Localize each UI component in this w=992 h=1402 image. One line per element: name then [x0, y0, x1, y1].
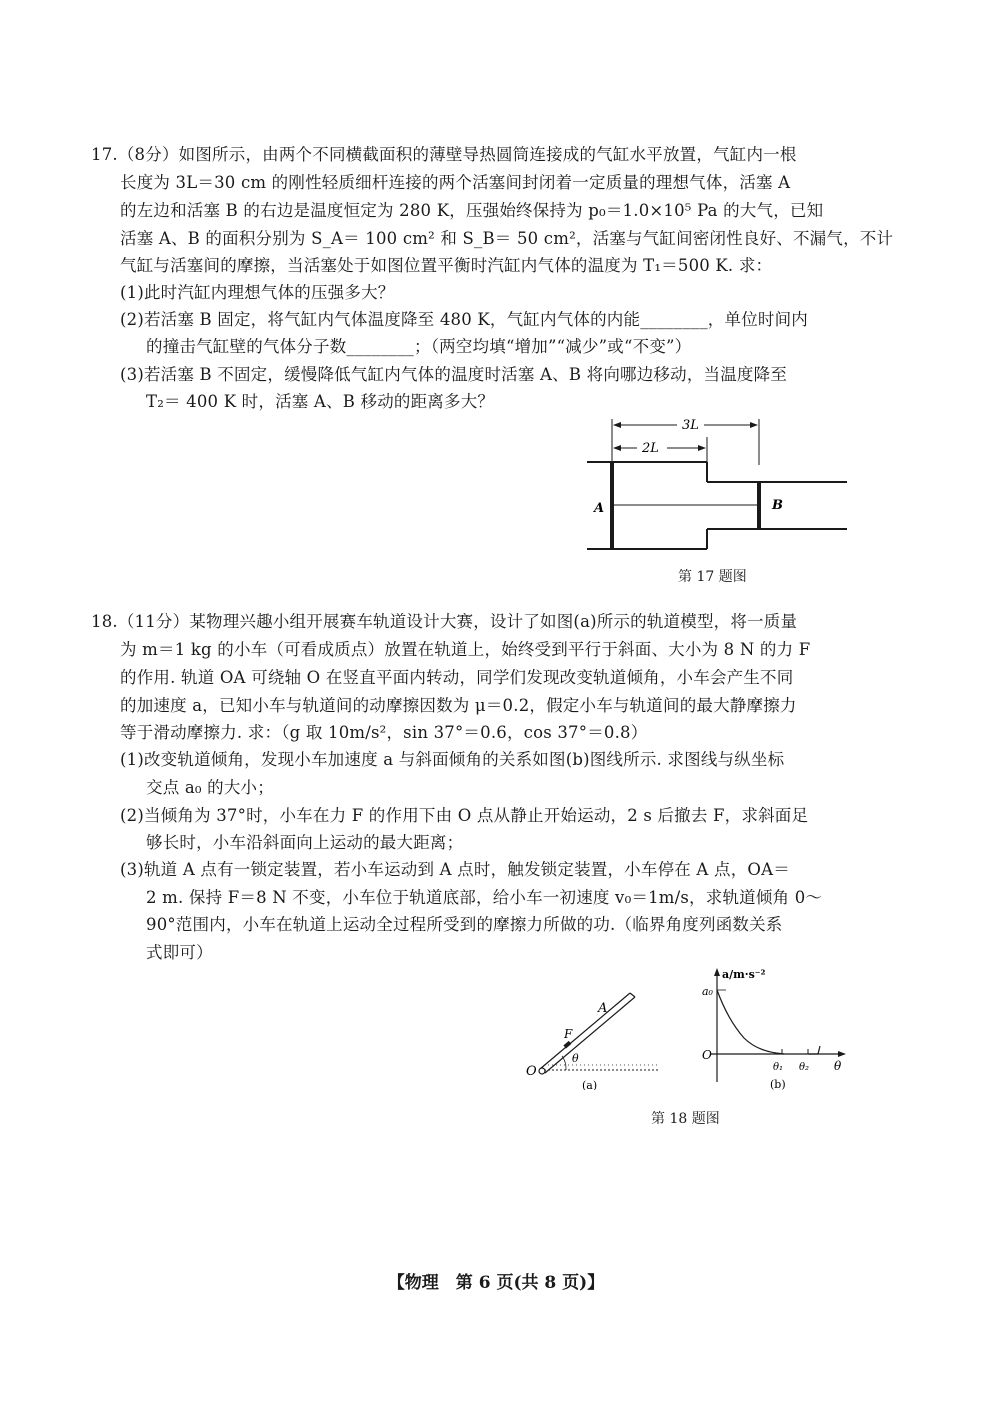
- q17-line-4: 活塞 A、B 的面积分别为 S_A＝ 100 cm² 和 S_B＝ 50 cm²，活塞与气缸间密闭性良好、不漏气，不计: [120, 229, 894, 248]
- q17-sub-2b: 的撞击气缸壁的气体分子数________；（两空均填“增加”“减少”或“不变”）: [146, 337, 692, 356]
- q18-line-3: 的作用. 轨道 OA 可绕轴 O 在竖直平面内转动，同学们发现改变轨道倾角，小车会产生不同: [120, 668, 794, 687]
- q17-cylinder-figure: [582, 415, 852, 555]
- q17-sub-3b: T₂＝ 400 K 时，活塞 A、B 移动的距离多大？: [146, 392, 495, 411]
- label-f: F: [564, 1027, 573, 1041]
- page-footer: 【物理 第 6 页(共 8 页)】: [387, 1273, 605, 1293]
- q18-sub-1a: (1)改变轨道倾角，发现小车加速度 a 与斜面倾角的关系如图(b)图线所示. 求图线与纵坐标: [120, 750, 785, 769]
- accel-curve: [717, 990, 784, 1054]
- q18-line-5: 等于滑动摩擦力. 求：（g 取 10m/s²，sin 37°＝0.6，cos 37°＝0.8）: [120, 723, 648, 742]
- q18-sub-1b: 交点 a₀ 的大小；: [146, 778, 274, 797]
- q18-sub-3d: 式即可）: [146, 943, 213, 962]
- q18-line-2: 为 m＝1 kg 的小车（可看成质点）放置在轨道上，始终受到平行于斜面、大小为 8 N 的力 F: [120, 640, 811, 659]
- q18-sub-3c: 90°范围内，小车在轨道上运动全过程所受到的摩擦力所做的功.（临界角度列函数关系: [146, 915, 783, 934]
- q17-line-3: 的左边和活塞 B 的右边是温度恒定为 280 K，压强始终保持为 p₀＝1.0×10⁵ Pa 的大气，已知: [120, 201, 824, 220]
- label-A: A: [594, 501, 605, 516]
- label-B: B: [772, 498, 783, 513]
- q18-track-figure: [522, 990, 662, 1090]
- label-a-end: A: [598, 1001, 608, 1016]
- label-sub-b: (b): [770, 1078, 786, 1090]
- q17-sub-2a: (2)若活塞 B 固定，将气缸内气体温度降至 480 K，气缸内气体的内能________，单位时间内: [120, 310, 808, 329]
- q18-caption: 第 18 题图: [651, 1111, 720, 1127]
- label-3L: 3L: [682, 418, 699, 433]
- cart: [563, 1041, 571, 1049]
- q17-line-2: 长度为 3L＝30 cm 的刚性轻质细杆连接的两个活塞间封闭着一定质量的理想气体，活塞 A: [120, 173, 791, 192]
- axis-o: [539, 1068, 545, 1074]
- q18-graph-figure: [694, 962, 854, 1090]
- q18-line-1: 18.（11分）某物理兴趣小组开展赛车轨道设计大赛，设计了如图(a)所示的轨道模型，将一质量: [91, 612, 798, 631]
- q17-line-1: 17.（8分）如图所示，由两个不同横截面积的薄壁导热圆筒连接成的气缸水平放置，气缸内一根: [91, 145, 797, 164]
- q17-sub-1: (1)此时汽缸内理想气体的压强多大？: [120, 283, 395, 302]
- label-theta1: θ₁: [773, 1062, 784, 1073]
- q18-line-4: 的加速度 a，已知小车与轨道间的动摩擦因数为 μ＝0.2，假定小车与轨道间的最大静摩擦力: [120, 696, 797, 715]
- piston-b: [757, 482, 761, 529]
- label-theta2: θ₂: [799, 1062, 810, 1073]
- q18-sub-3b: 2 m. 保持 F＝8 N 不变，小车位于轨道底部，给小车一初速度 v₀＝1m/s，求轨道倾角 0～: [146, 888, 823, 907]
- q18-sub-2a: (2)当倾角为 37°时，小车在力 F 的作用下由 O 点从静止开始运动，2 s 后撤去 F，求斜面足: [120, 806, 809, 825]
- q17-sub-3a: (3)若活塞 B 不固定，缓慢降低气缸内气体的温度时活塞 A、B 将向哪边移动，当温度降至: [120, 365, 788, 384]
- label-o-b: O: [702, 1048, 712, 1062]
- q17-line-5: 气缸与活塞间的摩擦，当活塞处于如图位置平衡时汽缸内气体的温度为 T₁＝500 K. 求：: [120, 256, 773, 275]
- label-o: O: [526, 1064, 537, 1079]
- piston-a: [610, 462, 614, 549]
- q17-caption: 第 17 题图: [678, 569, 747, 585]
- q18-sub-3a: (3)轨道 A 点有一锁定装置，若小车运动到 A 点时，触发锁定装置，小车停在 A 点，OA＝: [120, 860, 790, 879]
- label-theta-a: θ: [572, 1052, 579, 1065]
- label-theta-b: θ: [834, 1059, 842, 1073]
- q18-sub-2b: 够长时，小车沿斜面向上运动的最大距离；: [146, 833, 464, 852]
- label-2L: 2L: [642, 441, 659, 456]
- label-sub-a: (a): [582, 1079, 598, 1090]
- label-a-axis: a/m·s⁻²: [722, 968, 766, 981]
- label-a0: a₀: [702, 985, 713, 998]
